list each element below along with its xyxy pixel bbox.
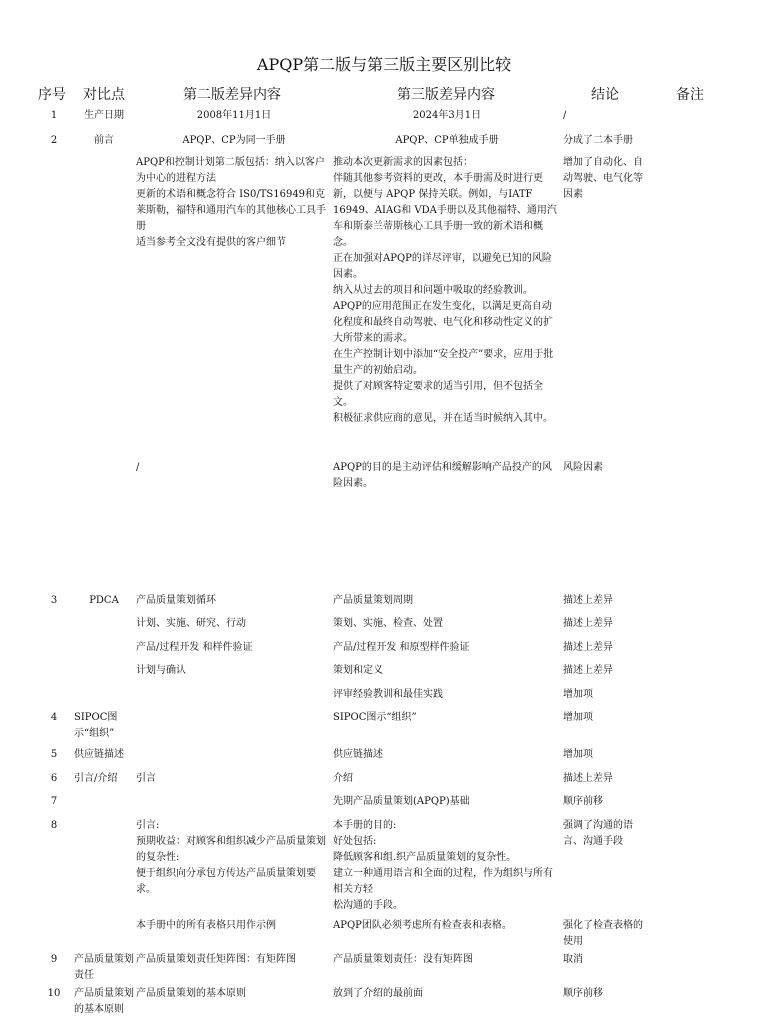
row-v2: 产品/过程开发 和样件验证 <box>136 642 253 653</box>
row-conclusion: 分成了二本手册 <box>563 135 633 146</box>
header-remarks: 备注 <box>676 87 704 103</box>
row-point: 供应链描述 <box>74 749 124 760</box>
header-v3-diff: 第三版差异内容 <box>397 87 495 103</box>
row-conclusion: 顺序前移 <box>563 988 603 999</box>
row-no: 9 <box>50 954 58 965</box>
header-v2-diff: 第二版差异内容 <box>183 87 281 103</box>
row-v3: 介绍 <box>333 773 353 784</box>
row-no: 6 <box>50 773 58 784</box>
row-conclusion: 增加项 <box>563 689 593 700</box>
row-conclusion: 风险因素 <box>563 462 603 473</box>
row-conclusion: 增加项 <box>563 712 593 723</box>
row-v3: SIPOC图示“组织” <box>333 712 417 723</box>
row-conclusion: 增加了自动化、自动驾驶、电气化等因素 <box>563 157 643 200</box>
row-v3: 评审经验教训和最佳实践 <box>333 689 443 700</box>
row-v3: 产品/过程开发 和原型样件验证 <box>333 642 470 653</box>
row-point: PDCA <box>89 595 119 606</box>
row-conclusion: / <box>563 110 567 121</box>
row-point: SIPOC图示“组织” <box>74 712 118 739</box>
row-conclusion: 描述上差异 <box>563 665 613 676</box>
row-v3: APQP的目的是主动评估和缓解影响产品投产的风险因素。 <box>333 462 552 489</box>
row-v3: 2024年3月1日 <box>412 110 482 121</box>
row-point: 产品质量策划责任 <box>74 954 134 981</box>
row-conclusion: 顺序前移 <box>563 796 603 807</box>
row-no: 5 <box>50 749 58 760</box>
row-v2: 引言 <box>136 773 156 784</box>
row-v2: APQP、CP为同一手册 <box>182 135 286 146</box>
row-no: 10 <box>47 988 61 999</box>
row-point: 前言 <box>94 135 114 146</box>
row-v2: 计划、实施、研究、行动 <box>136 618 246 629</box>
row-point: 生产日期 <box>84 110 124 121</box>
row-v2: 本手册中的所有表格只用作示例 <box>136 920 276 931</box>
row-v2: 2008年11月1日 <box>196 110 272 121</box>
row-v3: 策划和定义 <box>333 665 383 676</box>
header-compare-point: 对比点 <box>83 87 125 103</box>
row-conclusion: 描述上差异 <box>563 773 613 784</box>
row-v3: 策划、实施、检查、处置 <box>333 618 443 629</box>
row-v3: 产品质量策划周期 <box>333 595 413 606</box>
row-no: 7 <box>50 796 58 807</box>
row-v2: 产品质量策划的基本原则 <box>136 988 246 999</box>
row-conclusion: 强调了沟通的语言、沟通手段 <box>563 820 633 847</box>
row-v3: APQP、CP单独成手册 <box>395 135 499 146</box>
row-no: 8 <box>50 820 58 831</box>
row-conclusion: 取消 <box>563 954 583 965</box>
row-no: 4 <box>50 712 58 723</box>
row-conclusion: 描述上差异 <box>563 642 613 653</box>
row-v2: 产品质量策划循环 <box>136 595 216 606</box>
row-v3: 先期产品质量策划(APQP)基础 <box>333 796 470 807</box>
row-v3: 推动本次更新需求的因素包括： 伴随其他参考资料的更改，本手册需及时进行更新，以便与 APQP 保持关联。例如，与IATF 16949、AIAG和 VDA手册以及其他福特、通用汽车和斯泰兰蒂斯核心工具手册一致的新术语和概念。 正在加强对APQP的详尽评审，以避免已知的风险因素。 纳入从过去的项目和问题中吸取的经验教训。 APQP的应用范围正在发生变化，以满足更高自动化程度和最终自动驾驶、电气化和移动性定义的扩大所带来的需求。 在生产控制计划中添加“安全投产”要求，应用于批量生产的初始启动。 提供了对顾客特定要求的适当引用，但不包括全文。 积极征求供应商的意见，并在适当时候纳入其中。 <box>333 157 557 424</box>
header-conclusion: 结论 <box>591 87 619 103</box>
row-no: 1 <box>50 110 58 121</box>
row-v2: 引言: 预期收益：对顾客和组织减少产品质量策划的复杂性: 便于组织向分承包方传达产品质量策划要求。 <box>136 820 326 895</box>
row-v3: 产品质量策划责任：没有矩阵图 <box>333 954 473 965</box>
row-v2: 计划与确认 <box>136 665 186 676</box>
row-point: 产品质量策划的基本原则 <box>74 988 134 1015</box>
row-no: 2 <box>50 135 58 146</box>
row-v3: 本手册的目的: 好处包括: 降低顾客和组.织产品质量策划的复杂性。 建立一种通用语言和全面的过程，作为组织与所有相关方轻 松沟通的手段。 <box>333 820 553 911</box>
row-conclusion: 强化了检查表格的使用 <box>563 920 643 947</box>
row-v2: 产品质量策划责任矩阵图：有矩阵图 <box>136 954 296 965</box>
row-v3: 放到了介绍的最前面 <box>333 988 423 999</box>
row-conclusion: 增加项 <box>563 749 593 760</box>
row-v2: APQP和控制计划第二版包括：纳入以客户为中心的进程方法 更新的术语和概念符合 IS0/TS16949和克莱斯勒，福特和通用汽车的其他核心工具手册 适当参考全文没有提供的客户细节 <box>136 157 326 248</box>
page-title: APQP第二版与第三版主要区别比较 <box>256 55 512 74</box>
header-seq: 序号 <box>38 87 66 103</box>
row-no: 3 <box>50 595 58 606</box>
row-conclusion: 描述上差异 <box>563 595 613 606</box>
row-v3: 供应链描述 <box>333 749 383 760</box>
row-conclusion: 描述上差异 <box>563 618 613 629</box>
row-v3: APQP团队必须考虑所有检查表和表格。 <box>333 920 512 931</box>
row-point: 引言/介绍 <box>74 773 118 784</box>
row-v2: / <box>136 462 140 473</box>
